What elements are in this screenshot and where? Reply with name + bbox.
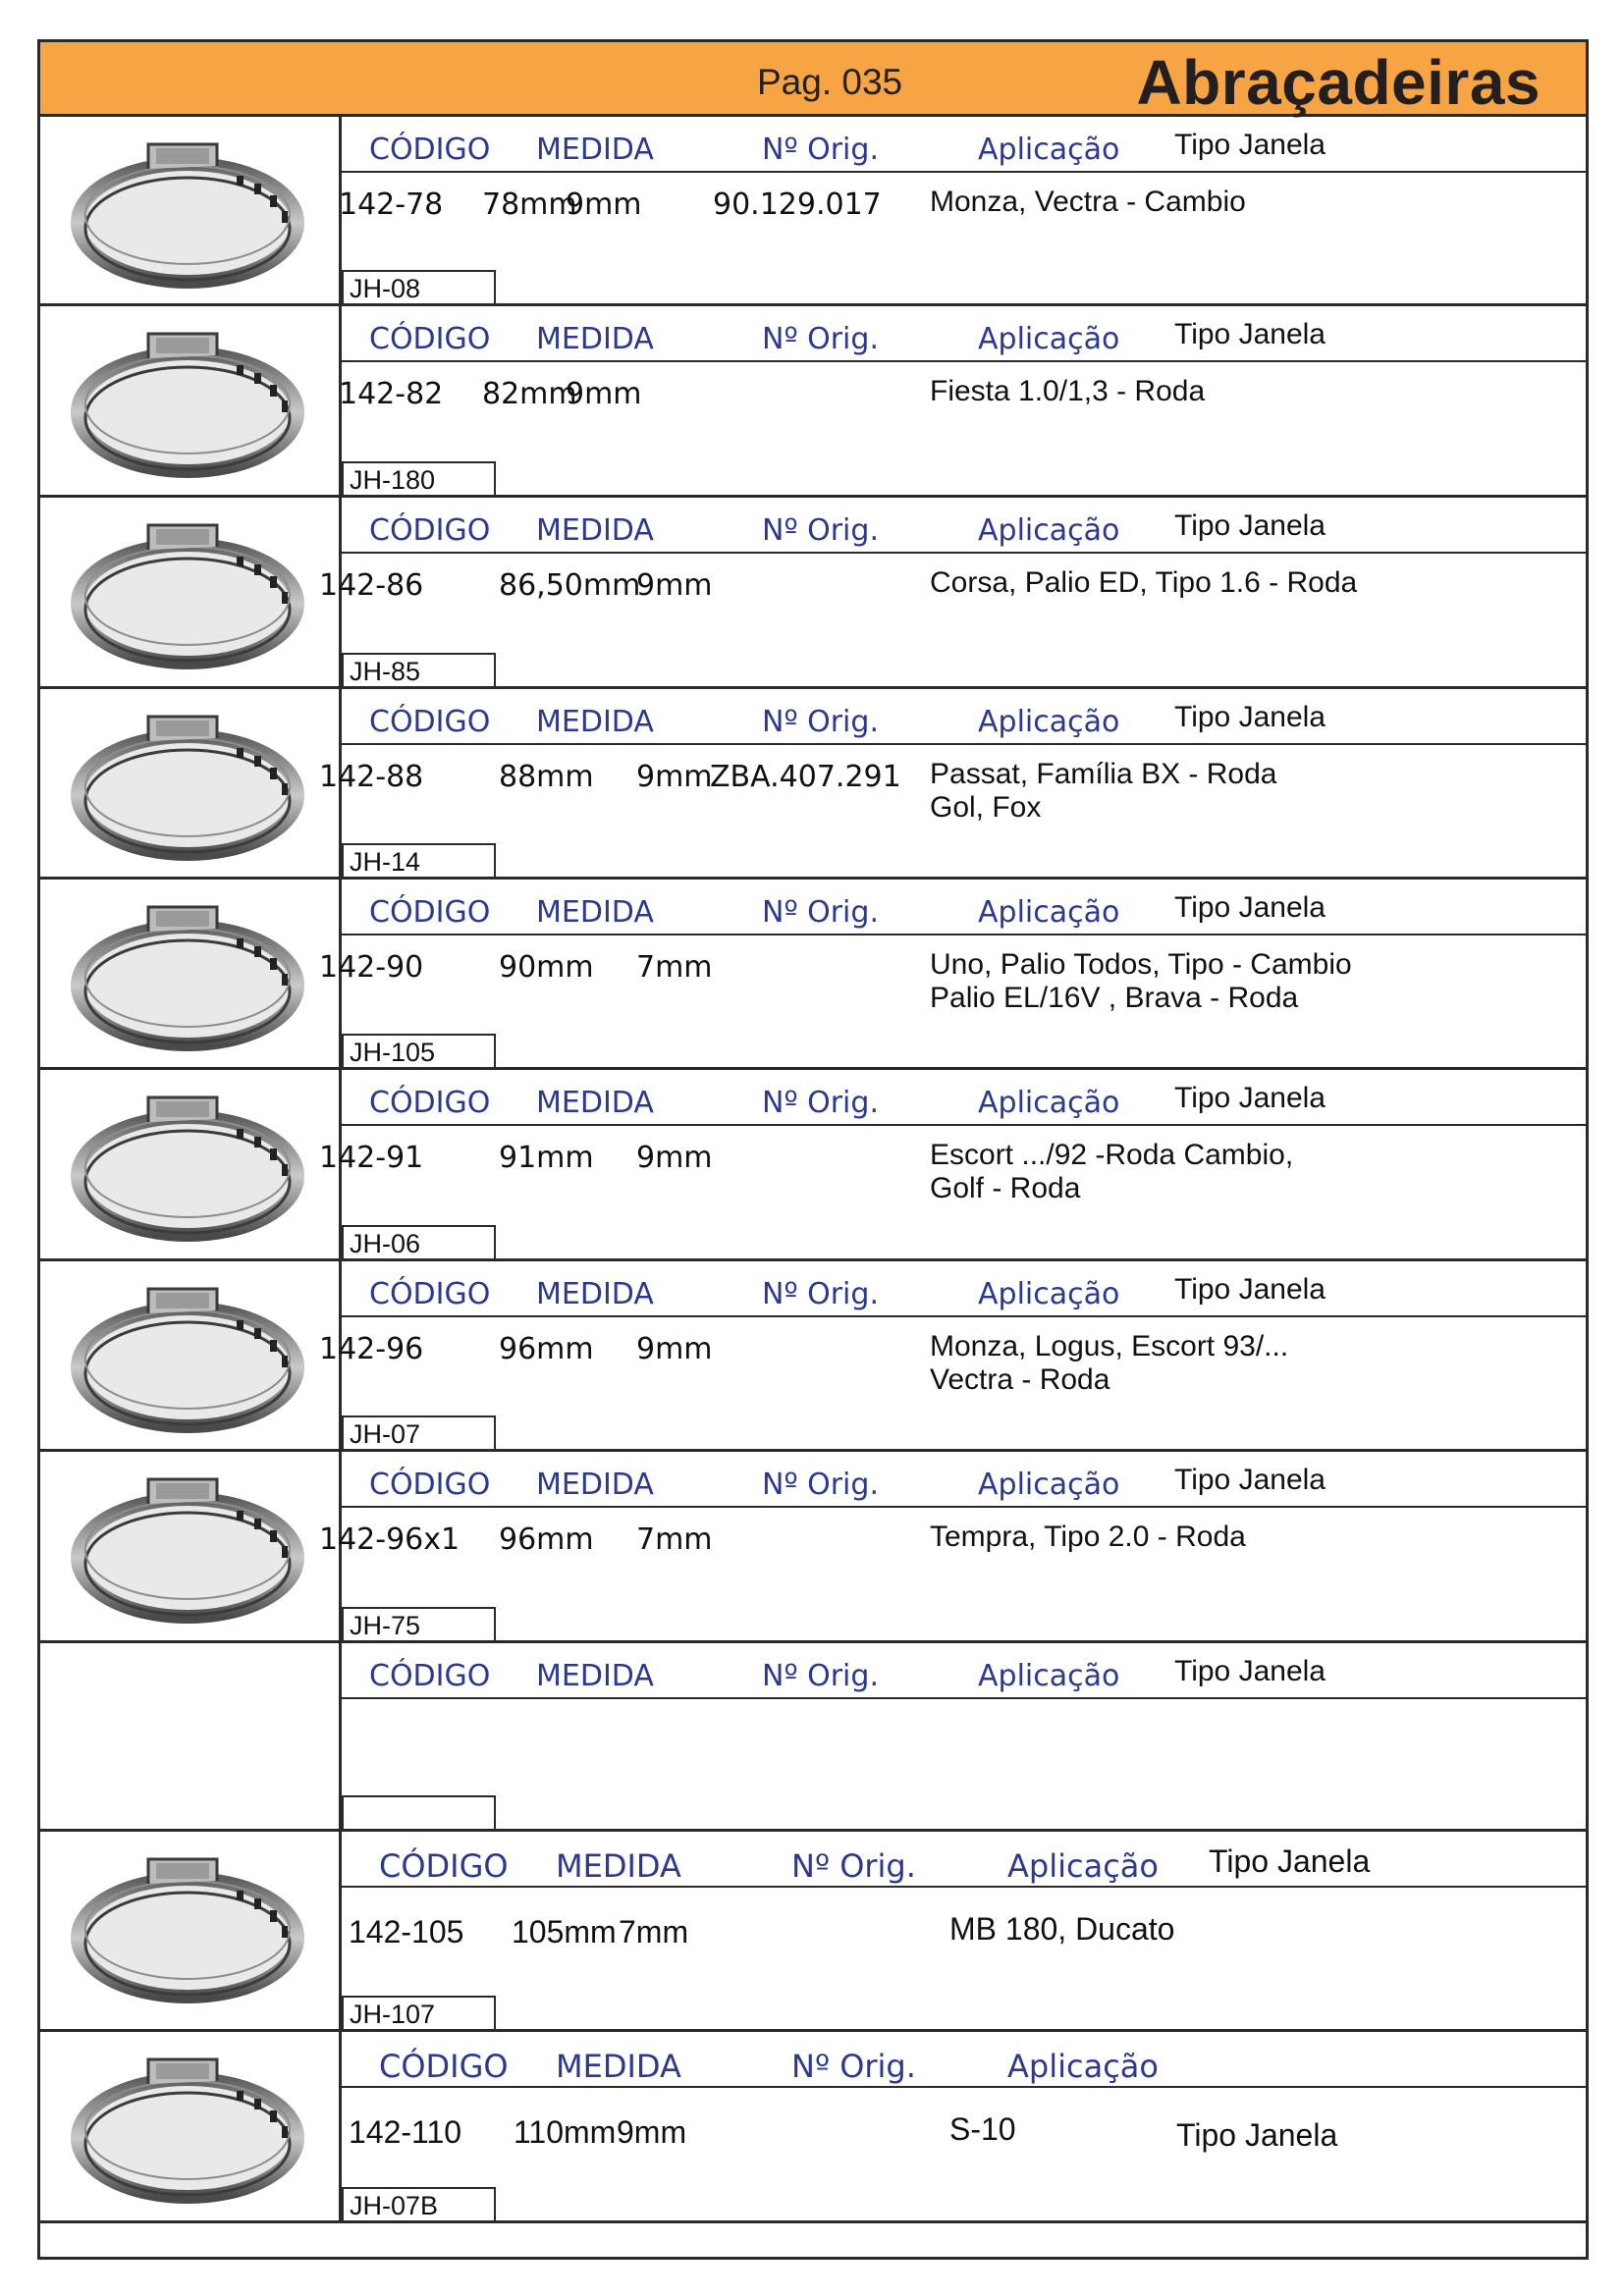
reference-code: JH-107 [342,1996,496,2029]
codigo-label: CÓDIGO [369,322,491,356]
medida-value: 86,50mm [499,568,641,603]
orig-label: Nº Orig. [762,1659,879,1693]
column-header-row [342,1832,1586,1888]
page-title: Abraçadeiras [1136,47,1541,118]
tipo-label: Tipo Janela [1174,1655,1326,1687]
orig-label: Nº Orig. [762,1086,879,1120]
product-row [40,306,1586,498]
orig-label: Nº Orig. [762,895,879,930]
tipo-value: Tipo Janela [1176,2117,1338,2153]
reference-code: JH-07B [342,2187,496,2220]
codigo-value: 142-78 [339,187,444,222]
reference-code: JH-14 [342,843,496,877]
medida-label: MEDIDA [536,1468,654,1502]
aplicacao-value: Fiesta 1.0/1,3 - Roda [930,375,1206,407]
product-row [40,880,1586,1070]
reference-code: JH-105 [342,1034,496,1067]
aplicacao-value: Monza, Vectra - Cambio [930,186,1246,218]
hose-clamp-image [70,506,305,672]
medida-width-value: 9mm [566,377,642,411]
codigo-value: 142-82 [339,377,444,411]
aplicacao-label: Aplicação [978,705,1120,739]
aplicacao-value: Escort .../92 -Roda Cambio, Golf - Roda [930,1139,1294,1204]
orig-label: Nº Orig. [791,2048,916,2085]
medida-value: 78mm [482,187,577,222]
reference-code: JH-85 [342,653,496,686]
column-header-row [342,117,1586,173]
product-row [40,1070,1586,1261]
column-header-row [342,1452,1586,1508]
hose-clamp-image [70,125,305,292]
aplicacao-value: Corsa, Palio ED, Tipo 1.6 - Roda [930,566,1358,599]
product-row [40,1261,1586,1452]
codigo-value: 142-90 [319,950,424,985]
tipo-label: Tipo Janela [1174,318,1326,350]
medida-label: MEDIDA [556,2048,681,2085]
hose-clamp-image [70,697,305,864]
medida-value: 96mm [499,1332,594,1366]
medida-label: MEDIDA [536,133,654,167]
codigo-label: CÓDIGO [369,1086,491,1120]
orig-label: Nº Orig. [762,322,879,356]
codigo-value: 142-88 [319,760,424,794]
orig-value: ZBA.407.291 [710,760,901,794]
tipo-label: Tipo Janela [1174,129,1326,161]
column-header-row [342,1643,1586,1699]
codigo-value: 142-96 [319,1332,424,1366]
hose-clamp-image [70,2040,305,2207]
medida-label: MEDIDA [536,513,654,548]
aplicacao-value: Uno, Palio Todos, Tipo - Cambio Palio EL/16V , Brava - Roda [930,948,1352,1014]
medida-value: 88mm [499,760,594,794]
medida-value: 105mm [512,1914,617,1949]
product-image-cell [40,306,342,495]
medida-label: MEDIDA [536,322,654,356]
codigo-value: 142-110 [349,2114,462,2150]
aplicacao-value: MB 180, Ducato [949,1911,1175,1947]
aplicacao-label: Aplicação [978,895,1120,930]
medida-width-value: 9mm [566,187,642,222]
reference-code: JH-180 [342,461,496,495]
product-image-cell [40,1832,342,2029]
codigo-label: CÓDIGO [369,1277,491,1311]
reference-code: JH-75 [342,1607,496,1640]
codigo-label: CÓDIGO [369,1468,491,1502]
product-image-cell [40,117,342,303]
medida-width-value: 9mm [636,568,713,603]
product-image-cell [40,1452,342,1640]
aplicacao-label: Aplicação [1007,1847,1159,1885]
medida-width-value: 7mm [619,1914,689,1949]
codigo-label: CÓDIGO [379,2048,509,2085]
medida-label: MEDIDA [536,1086,654,1120]
aplicacao-label: Aplicação [978,513,1120,548]
product-image-cell [40,1643,342,1829]
tipo-label: Tipo Janela [1174,509,1326,542]
hose-clamp-image [70,1840,305,2006]
codigo-label: CÓDIGO [369,513,491,548]
hose-clamp-image [70,1078,305,1245]
product-row [40,117,1586,306]
product-row [40,1832,1586,2032]
column-header-row [342,306,1586,362]
orig-label: Nº Orig. [762,1277,879,1311]
tipo-label: Tipo Janela [1174,1464,1326,1496]
column-header-row [342,880,1586,935]
codigo-value: 142-91 [319,1141,424,1175]
orig-label: Nº Orig. [791,1847,916,1885]
medida-width-value: 9mm [636,1332,713,1366]
reference-code: JH-07 [342,1415,496,1449]
product-image-cell [40,2032,342,2220]
aplicacao-label: Aplicação [978,1659,1120,1693]
product-row [40,1643,1586,1832]
medida-value: 82mm [482,377,577,411]
aplicacao-label: Aplicação [1007,2048,1159,2085]
codigo-value: 142-86 [319,568,424,603]
aplicacao-label: Aplicação [978,1086,1120,1120]
column-header-row [342,1261,1586,1317]
medida-label: MEDIDA [536,1277,654,1311]
tipo-label: Tipo Janela [1174,1273,1326,1306]
aplicacao-value: Monza, Logus, Escort 93/... Vectra - Roda [930,1330,1289,1396]
medida-label: MEDIDA [536,1659,654,1693]
product-image-cell [40,1261,342,1449]
product-row [40,689,1586,880]
medida-label: MEDIDA [556,1847,681,1885]
catalog-sheet [37,39,1589,2260]
hose-clamp-image [70,314,305,481]
product-row [40,2032,1586,2223]
medida-label: MEDIDA [536,705,654,739]
column-header-row [342,2032,1586,2088]
product-image-cell [40,1070,342,1258]
codigo-label: CÓDIGO [379,1847,509,1885]
tipo-label: Tipo Janela [1174,1082,1326,1114]
medida-width-value: 9mm [636,1141,713,1175]
medida-value: 90mm [499,950,594,985]
codigo-label: CÓDIGO [369,133,491,167]
aplicacao-label: Aplicação [978,133,1120,167]
tipo-label: Tipo Janela [1174,701,1326,733]
orig-label: Nº Orig. [762,513,879,548]
codigo-label: CÓDIGO [369,705,491,739]
tipo-label: Tipo Janela [1174,891,1326,924]
aplicacao-label: Aplicação [978,1277,1120,1311]
medida-value: 96mm [499,1522,594,1557]
page-header [40,42,1586,117]
orig-label: Nº Orig. [762,133,879,167]
aplicacao-label: Aplicação [978,1468,1120,1502]
reference-code: JH-08 [342,270,496,303]
codigo-value: 142-105 [349,1914,464,1949]
hose-clamp-image [70,1269,305,1436]
aplicacao-value: S-10 [949,2111,1016,2147]
hose-clamp-image [70,1460,305,1627]
product-image-cell [40,498,342,686]
column-header-row [342,689,1586,745]
codigo-label: CÓDIGO [369,895,491,930]
product-row [40,498,1586,689]
medida-width-value: 9mm [617,2114,687,2150]
codigo-value: 142-96x1 [319,1522,460,1557]
column-header-row [342,1070,1586,1126]
medida-width-value: 7mm [636,1522,713,1557]
reference-code [342,1795,496,1829]
reference-code: JH-06 [342,1225,496,1258]
medida-label: MEDIDA [536,895,654,930]
aplicacao-value: Tempra, Tipo 2.0 - Roda [930,1521,1246,1553]
product-image-cell [40,880,342,1067]
codigo-label: CÓDIGO [369,1659,491,1693]
medida-width-value: 9mm [636,760,713,794]
orig-label: Nº Orig. [762,705,879,739]
orig-value: 90.129.017 [713,187,882,222]
page-number: Pag. 035 [757,62,903,102]
column-header-row [342,498,1586,554]
hose-clamp-image [70,887,305,1054]
aplicacao-value: Passat, Família BX - Roda Gol, Fox [930,758,1277,824]
product-row [40,1452,1586,1643]
tipo-label: Tipo Janela [1209,1843,1371,1879]
medida-width-value: 7mm [636,950,713,985]
medida-value: 91mm [499,1141,594,1175]
orig-label: Nº Orig. [762,1468,879,1502]
product-image-cell [40,689,342,877]
aplicacao-label: Aplicação [978,322,1120,356]
medida-value: 110mm [514,2114,617,2150]
